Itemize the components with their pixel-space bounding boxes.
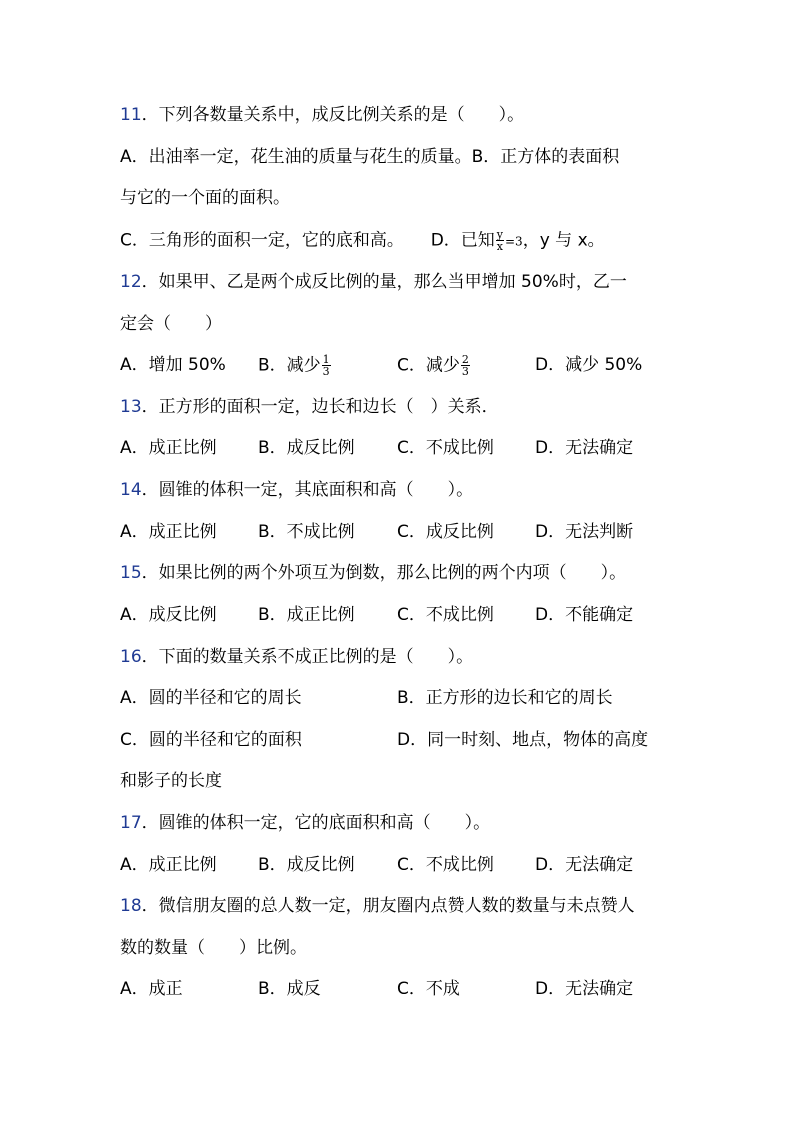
question-number: 12 bbox=[120, 272, 142, 292]
question-number: 17 bbox=[120, 813, 142, 833]
question-17-option-a: A．成正比例 bbox=[120, 855, 217, 875]
question-11-option-b-cont: 与它的一个面的面积。 bbox=[120, 188, 290, 208]
question-number: 14 bbox=[120, 480, 142, 500]
question-text: ．如果比例的两个外项互为倒数，那么比例的两个内项（ ）。 bbox=[141, 563, 627, 583]
question-12-option-c: C．减少 $\frac{2}{3}$ bbox=[397, 353, 469, 378]
question-14-option-a: A．成正比例 bbox=[120, 522, 217, 542]
question-16-option-c: C．圆的半径和它的面积 bbox=[120, 730, 302, 750]
question-15-option-b: B．成正比例 bbox=[258, 605, 355, 625]
question-12-option-b: B．减少 $\frac{1}{3}$ bbox=[258, 353, 330, 378]
question-number: 13 bbox=[120, 397, 142, 417]
question-text: ．圆锥的体积一定，其底面积和高（ ）。 bbox=[141, 480, 474, 500]
question-13-stem bbox=[120, 396, 499, 418]
question-15-stem bbox=[120, 562, 626, 584]
question-text: ．如果甲、乙是两个成反比例的量，那么当甲增加 50%时，乙一 bbox=[141, 272, 627, 292]
question-11-option-cd bbox=[120, 229, 605, 253]
question-number: 15 bbox=[120, 563, 142, 583]
question-11-option-ab: A．出油率一定，花生油的质量与花生的质量。B．正方体的表面积 bbox=[120, 147, 620, 167]
question-14-option-d: D．无法判断 bbox=[535, 522, 634, 542]
question-16-option-a: A．圆的半径和它的周长 bbox=[120, 688, 302, 708]
fraction-two-thirds: $\frac{2}{3}$ bbox=[461, 353, 469, 378]
question-18-option-a: A．成正 bbox=[120, 979, 183, 999]
question-17-stem bbox=[120, 812, 490, 834]
question-12-stem bbox=[120, 271, 627, 293]
question-16-option-b: B．正方形的边长和它的周长 bbox=[397, 688, 613, 708]
question-16-option-d: D．同一时刻、地点，物体的高度 bbox=[397, 730, 649, 750]
question-number: 18 bbox=[120, 896, 142, 916]
fraction-y-over-x: $\frac{y}{x}$ bbox=[496, 228, 503, 253]
question-11-stem bbox=[120, 104, 524, 126]
question-16-stem bbox=[120, 646, 473, 668]
question-15-option-c: C．不成比例 bbox=[397, 605, 494, 625]
question-13-option-c: C．不成比例 bbox=[397, 438, 494, 458]
question-12-option-d: D．减少 50% bbox=[535, 355, 643, 375]
question-18-option-d: D．无法确定 bbox=[535, 979, 634, 999]
question-18-stem-cont: 数的数量（ ）比例。 bbox=[120, 938, 307, 958]
question-14-option-b: B．不成比例 bbox=[258, 522, 355, 542]
question-16-option-d-cont: 和影子的长度 bbox=[120, 771, 222, 791]
option-c: C．三角形的面积一定，它的底和高。 bbox=[120, 230, 404, 251]
question-18-stem bbox=[120, 895, 635, 917]
question-13-option-a: A．成正比例 bbox=[120, 438, 217, 458]
question-text: ．微信朋友圈的总人数一定，朋友圈内点赞人数的数量与未点赞人 bbox=[141, 896, 635, 916]
equation-rhs: =3 bbox=[505, 234, 523, 249]
question-12-stem-cont: 定会（ ） bbox=[120, 314, 222, 334]
question-15-option-a: A．成反比例 bbox=[120, 605, 217, 625]
question-number: 16 bbox=[120, 647, 142, 667]
question-18-option-b: B．成反 bbox=[258, 979, 321, 999]
question-15-option-d: D．不能确定 bbox=[535, 605, 634, 625]
fraction-one-third: $\frac{1}{3}$ bbox=[322, 353, 330, 378]
question-14-option-c: C．成反比例 bbox=[397, 522, 494, 542]
question-text: ．下列各数量关系中，成反比例关系的是（ ）。 bbox=[141, 105, 525, 125]
question-number: 11 bbox=[120, 105, 142, 125]
question-17-option-d: D．无法确定 bbox=[535, 855, 634, 875]
question-14-stem bbox=[120, 479, 473, 501]
question-12-option-a: A．增加 50% bbox=[120, 355, 226, 375]
question-17-option-b: B．成反比例 bbox=[258, 855, 355, 875]
question-18-option-c: C．不成 bbox=[397, 979, 460, 999]
question-text: ．圆锥的体积一定，它的底面积和高（ ）。 bbox=[141, 813, 491, 833]
option-d-prefix: D．已知 bbox=[430, 230, 495, 251]
option-d-suffix: ，y 与 x。 bbox=[522, 230, 605, 251]
question-text: ．正方形的面积一定，边长和边长（ ）关系． bbox=[141, 397, 499, 417]
question-13-option-b: B．成反比例 bbox=[258, 438, 355, 458]
question-13-option-d: D．无法确定 bbox=[535, 438, 634, 458]
question-17-option-c: C．不成比例 bbox=[397, 855, 494, 875]
question-text: ．下面的数量关系不成正比例的是（ ）。 bbox=[141, 647, 474, 667]
